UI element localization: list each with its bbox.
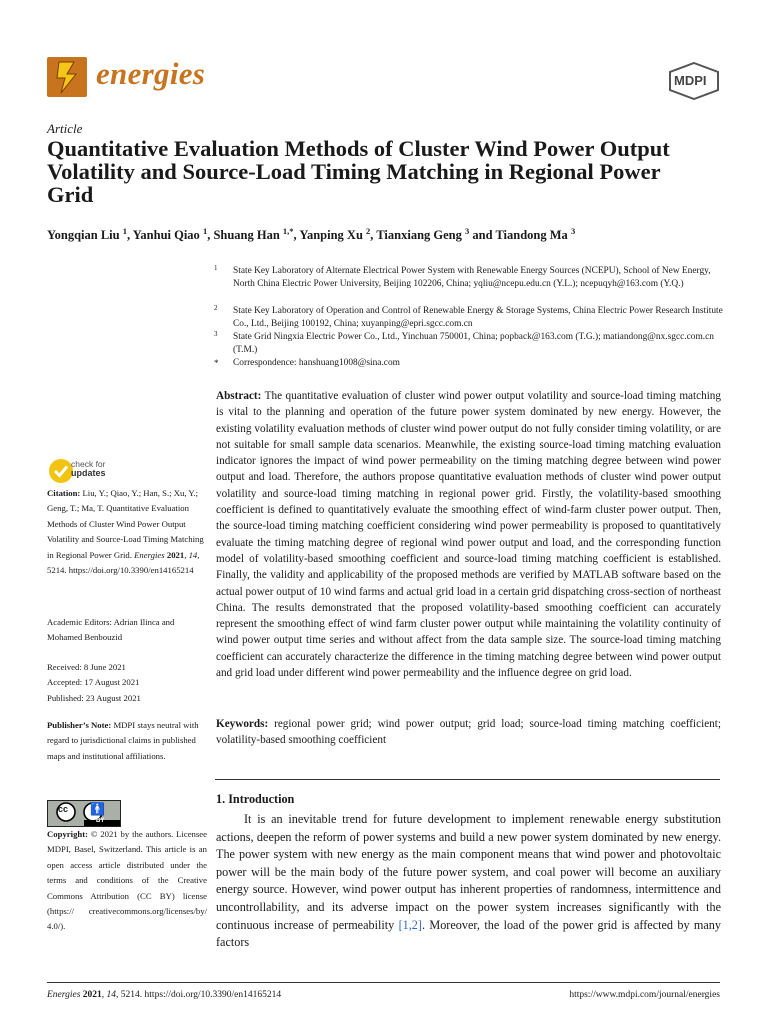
affiliation-1: 1 State Key Laboratory of Alternate Electrical Power System with Renewable Energy Sources (NCEPU), School of New Energy, North China Electric Power University, Beijing 102206, China; yqliu@ncepu.edu.cn (Y.L.); ncepuqyh@163.com (Y.Q.) [214, 264, 711, 290]
author[interactable]: and Tiandong Ma [469, 228, 571, 242]
author[interactable]: , Yanping Xu [293, 228, 367, 242]
lightning-icon [47, 57, 87, 97]
divider [215, 779, 720, 780]
footer-citation: Energies 2021, 14, 5214. https://doi.org/10.3390/en14165214 [47, 990, 282, 1000]
keywords [216, 716, 721, 749]
keywords-label: Keywords: [216, 718, 269, 730]
cc-by-license-badge[interactable]: cc 🚹 BY [47, 800, 121, 827]
copyright: Copyright: © 2021 by the authors. Licensee MDPI, Basel, Switzerland. This article is an open access article distributed under the terms and conditions of the Creative Commons Attribution (CC BY) license (https:// creativecommons.org/licenses/by/ 4.0/). [47, 829, 207, 932]
citation-link[interactable]: [1,2] [398, 917, 422, 932]
footer-divider [47, 982, 720, 983]
abstract-label: Abstract: [216, 390, 262, 402]
keywords-text: regional power grid; wind power output; grid load; source-load timing matching coefficient; volatility-based smoothing coefficient [216, 718, 721, 747]
author-list: Yongqian Liu $^1$, Yanhui Qiao $^1$, Shuang Han $^{1,*}$, Yanping Xu $^2$, Tianxiang Geng $^3$ and Tiandong Ma $^3$ [47, 225, 576, 242]
correspondence: * Correspondence: hanshuang1008@sina.com [214, 358, 400, 368]
article-type: Article [47, 121, 83, 136]
dates [47, 660, 207, 706]
abstract [216, 388, 721, 681]
check-for-updates-badge[interactable]: check for updates [47, 455, 187, 491]
abstract-text: The quantitative evaluation of cluster wind power output volatility and source-load timing matching is vital to the planning and operation of the future power system dominated by new energy. However, the existing volatility evaluation methods of cluster wind power output do not fully consider timing volatility, or are not suitable for small sample data scenarios. Meanwhile, the existing source-load timing matching evaluation indicator ignores the impact of wind power permeability on the timing matching degree between wind power output and load. Therefore, the authors propose quantitative evaluation methods of cluster wind power output volatility and source-load timing matching in regional power grid. Firstly, the volatility-based smoothing coefficient is defined to quantitatively evaluate the smoothing effect of wind-farm cluster power output. Then, the source-load timing matching coefficient considering wind power permeability is proposed to quantitatively evaluate the timing matching degree of regional wind power output and load, and the corresponding function model of volatility-based smoothing coefficient and source-load timing matching coefficient is established. Finally, the validity and applicability of the proposed methods are verified by MATLAB software based on the actual power output of 10 wind farms and actual grid load in a certain grid dispatching cross-section of northeast China. The results demonstrated that the proposed volatility-based smoothing coefficient can accurately represent the smoothing effect of wind farm cluster power output while maintaining the volatility continuity of wind power output time series and without affect from the data sample size. The source-load timing matching coefficient can accurately characterize the difference in the timing matching degree between wind power output and grid load under different wind power permeability and the influence degree on grid load. [216, 390, 721, 680]
published-date: Published: 23 August 2021 [47, 692, 141, 703]
author[interactable]: , Yanhui Qiao [126, 228, 203, 242]
journal-logo [47, 57, 87, 97]
author[interactable]: , Tianxiang Geng [370, 228, 466, 242]
citation: Citation: Liu, Y.; Qiao, Y.; Han, S.; Xu, Y.; Geng, T.; Ma, T. Quantitative Evaluation Methods of Cluster Wind Power Output Volatility and Source-Load Timing Matching in Regional Power Grid. Energies 2021, 14, 5214. https://doi.org/10.3390/en14165214 [47, 488, 204, 576]
journal-url[interactable]: https://www.mdpi.com/journal/energies [569, 990, 720, 1000]
affiliation-2: 2 State Key Laboratory of Operation and Control of Renewable Energy & Storage Systems, China Electric Power Research Institute Co., Ltd., Beijing 100192, China; xuyanping@epri.sgcc.com.cn [214, 304, 723, 330]
introduction-body: It is an inevitable trend for future development to implement renewable energy substitution actions, deepen the reform of power systems and build a new power system dominated by new energy. The power system with new energy as the main component means that wind power and photovoltaic power will be the main body of the future power system, and coal power will become an auxiliary energy source. However, wind power output has inherent properties of randomness, intermittence and uncontrollability, and its adverse impact on the power system increases significantly with the continuous increase of permeability [1,2]. Moreover, the load of the power grid is affected by many factors [216, 812, 721, 950]
author[interactable]: , Shuang Han [207, 228, 283, 242]
mdpi-label: MDPI [674, 73, 707, 88]
received-date: Received: 8 June 2021 [47, 662, 126, 672]
academic-editors: Academic Editors: Adrian Ilinca and Mohamed Benbouzid [47, 617, 175, 643]
publisher-note: Publisher’s Note: MDPI stays neutral with regard to jurisdictional claims in published maps and institutional affiliations. [47, 720, 199, 761]
mdpi-logo [668, 62, 720, 100]
page-title: Quantitative Evaluation Methods of Cluster Wind Power Output Volatility and Source-Load Timing Matching in Regional Power Grid [47, 136, 670, 207]
author[interactable]: Yongqian Liu [47, 228, 123, 242]
journal-name: energies [96, 56, 206, 91]
accepted-date: Accepted: 17 August 2021 [47, 677, 140, 688]
section-heading: 1. Introduction [216, 792, 295, 806]
affiliation-3: 3 State Grid Ningxia Electric Power Co., Ltd., Yinchuan 750001, China; popback@163.com (T.G.); matiandong@nx.sgcc.com.cn (T.M.) [214, 330, 714, 356]
